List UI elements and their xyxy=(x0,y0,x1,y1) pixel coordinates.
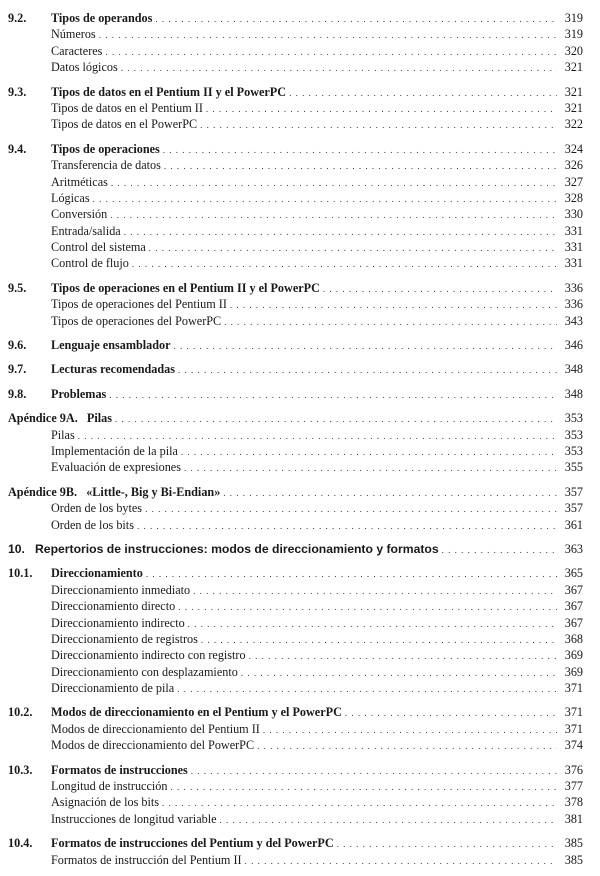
toc-section-9-6 xyxy=(8,337,583,353)
section-number: 9.4. xyxy=(8,141,27,156)
entry-title: Caracteres xyxy=(51,43,103,58)
toc-section-9-7 xyxy=(8,361,583,377)
section-number: 10.1. xyxy=(8,566,33,581)
entry-title: Implementación de la pila xyxy=(51,443,178,458)
page-number: 331 xyxy=(564,256,583,271)
section-title: Lecturas recomendadas xyxy=(51,362,176,377)
page-number: 377 xyxy=(564,779,583,794)
page-number: 363 xyxy=(564,541,583,556)
section-number: 9.3. xyxy=(8,84,27,99)
page-number: 320 xyxy=(564,43,583,58)
leader-dots xyxy=(111,175,557,191)
leader-dots xyxy=(78,428,557,444)
section-title: Tipos de operandos xyxy=(51,11,153,25)
entry-title: Tipos de datos en el Pentium II xyxy=(51,100,203,115)
appendix-title: Apéndice 9B. «Little-, Big y Bi-Endian» xyxy=(8,484,221,499)
leader-dots xyxy=(345,705,557,721)
leader-dots xyxy=(170,779,557,795)
table-of-contents xyxy=(8,10,583,876)
toc-heading[interactable] xyxy=(8,84,583,100)
leader-dots xyxy=(181,444,557,460)
chapter-title: Repertorios de instrucciones: modos de direccionamiento y formatos xyxy=(35,541,439,556)
entry-title: Tipos de operaciones del Pentium II xyxy=(51,297,227,312)
toc-section-9-4 xyxy=(8,141,583,272)
leader-dots xyxy=(193,583,557,599)
page-number: 348 xyxy=(564,362,583,377)
entry-title: Orden de los bits xyxy=(51,517,134,532)
entry-title: Asignación de los bits xyxy=(51,795,159,810)
entry-title: Modos de direccionamiento del Pentium II xyxy=(51,721,260,736)
toc-section-9-5 xyxy=(8,280,583,329)
section-number: 10.2. xyxy=(8,705,33,720)
toc-section-10-1 xyxy=(8,565,583,696)
section-number: 9.7. xyxy=(8,362,27,377)
toc-entry[interactable] xyxy=(8,239,583,255)
toc-heading[interactable] xyxy=(8,410,583,426)
page-number: 330 xyxy=(564,207,583,222)
page-number: 327 xyxy=(564,174,583,189)
toc-entry[interactable] xyxy=(8,647,583,663)
toc-entry[interactable] xyxy=(8,721,583,737)
toc-section-9-2 xyxy=(8,10,583,76)
section-number: 9.2. xyxy=(8,11,27,25)
toc-entry[interactable] xyxy=(8,852,583,868)
entry-title: Conversión xyxy=(51,207,108,222)
section-title: Tipos de operaciones en el Pentium II y el PowerPC xyxy=(51,280,320,295)
entry-title: Instrucciones de longitud variable xyxy=(51,811,217,826)
toc-entry[interactable] xyxy=(8,116,583,132)
leader-dots xyxy=(163,142,557,158)
page-number: 346 xyxy=(564,338,583,353)
leader-dots xyxy=(124,224,557,240)
toc-heading[interactable] xyxy=(8,10,583,26)
entry-title: Longitud de instrucción xyxy=(51,779,168,794)
entry-title: Números xyxy=(51,27,96,42)
section-title: Direccionamiento xyxy=(51,566,143,581)
section-number: 9.5. xyxy=(8,280,27,295)
page-number: 348 xyxy=(564,386,583,401)
leader-dots xyxy=(323,281,557,297)
page-number: 367 xyxy=(564,582,583,597)
leader-dots xyxy=(109,387,557,403)
page-number: 328 xyxy=(564,190,583,205)
toc-entry[interactable] xyxy=(8,794,583,810)
toc-entry[interactable] xyxy=(8,615,583,631)
page-number: 355 xyxy=(564,460,583,475)
page-number: 353 xyxy=(564,427,583,442)
page-number: 343 xyxy=(564,313,583,328)
section-title: Tipos de datos en el Pentium II y el PowerPC xyxy=(51,84,287,99)
section-title: Lenguaje ensamblador xyxy=(51,338,171,353)
section-title: Formatos de instrucciones xyxy=(51,762,188,777)
entry-title: Direccionamiento indirecto con registro xyxy=(51,648,246,663)
toc-appendix-9a xyxy=(8,410,583,476)
toc-heading[interactable] xyxy=(8,484,583,500)
section-number: 10.3. xyxy=(8,762,33,777)
entry-title: Pilas xyxy=(51,427,75,442)
page-number: 371 xyxy=(564,721,583,736)
toc-entry[interactable] xyxy=(8,206,583,222)
toc-appendix-9b xyxy=(8,484,583,533)
toc-entry[interactable] xyxy=(8,59,583,75)
toc-heading[interactable] xyxy=(8,337,583,353)
leader-dots xyxy=(257,738,557,754)
toc-entry[interactable] xyxy=(8,26,583,42)
page-number: 385 xyxy=(564,836,583,851)
leader-dots xyxy=(206,101,557,117)
toc-entry[interactable] xyxy=(8,737,583,753)
leader-dots xyxy=(184,460,557,476)
page-number: 381 xyxy=(564,811,583,826)
page-number: 378 xyxy=(564,795,583,810)
section-number: 9.6. xyxy=(8,338,27,353)
entry-title: Transferencia de datos xyxy=(51,158,161,173)
page-number: 336 xyxy=(564,280,583,295)
section-title: Modos de direccionamiento en el Pentium y el PowerPC xyxy=(51,705,342,720)
toc-entry[interactable] xyxy=(8,459,583,475)
page-number: 326 xyxy=(564,158,583,173)
leader-dots xyxy=(201,632,557,648)
appendix-title: Apéndice 9A. Pilas xyxy=(8,411,112,426)
leader-dots xyxy=(121,60,557,76)
toc-entry[interactable] xyxy=(8,255,583,271)
toc-entry[interactable] xyxy=(8,664,583,680)
toc-entry[interactable] xyxy=(8,680,583,696)
toc-section-10-2 xyxy=(8,704,583,753)
page-number: 336 xyxy=(564,297,583,312)
entry-title: Tipos de datos en el PowerPC xyxy=(51,117,198,132)
leader-dots xyxy=(191,763,557,779)
page-number: 361 xyxy=(564,517,583,532)
entry-title: Orden de los bytes xyxy=(51,501,143,516)
toc-entry[interactable] xyxy=(8,631,583,647)
page-number: 376 xyxy=(564,762,583,777)
page-number: 365 xyxy=(564,566,583,581)
toc-entry[interactable] xyxy=(8,174,583,190)
toc-entry[interactable] xyxy=(8,598,583,614)
leader-dots xyxy=(263,722,557,738)
toc-heading[interactable] xyxy=(8,280,583,296)
page-number: 374 xyxy=(564,738,583,753)
entry-title: Direccionamiento indirecto xyxy=(51,615,185,630)
entry-title: Lógicas xyxy=(51,190,90,205)
toc-entry[interactable] xyxy=(8,582,583,598)
leader-dots xyxy=(105,44,557,60)
page-number: 331 xyxy=(564,223,583,238)
toc-heading[interactable] xyxy=(8,704,583,720)
entry-title: Aritméticas xyxy=(51,174,108,189)
toc-heading[interactable] xyxy=(8,762,583,778)
page-number: 357 xyxy=(564,484,583,499)
page-number: 319 xyxy=(564,27,583,42)
section-title: Tipos de operaciones xyxy=(51,141,160,156)
toc-heading[interactable] xyxy=(8,565,583,581)
entry-title: Datos lógicos xyxy=(51,60,118,75)
page-number: 385 xyxy=(564,852,583,867)
leader-dots xyxy=(200,117,557,133)
entry-title: Direccionamiento inmediato xyxy=(51,582,191,597)
page-number: 371 xyxy=(564,705,583,720)
leader-dots xyxy=(337,836,557,852)
leader-dots xyxy=(164,158,557,174)
toc-section-9-3 xyxy=(8,84,583,133)
page-number: 319 xyxy=(564,11,583,25)
leader-dots xyxy=(99,27,557,43)
entry-title: Direccionamiento directo xyxy=(51,599,176,614)
leader-dots xyxy=(230,297,557,313)
page-number: 371 xyxy=(564,681,583,696)
toc-entry[interactable] xyxy=(8,443,583,459)
toc-entry[interactable] xyxy=(8,43,583,59)
toc-entry[interactable] xyxy=(8,811,583,827)
leader-dots xyxy=(223,485,557,501)
leader-dots xyxy=(241,665,557,681)
page-number: 321 xyxy=(564,84,583,99)
page-number: 324 xyxy=(564,141,583,156)
toc-section-10-4 xyxy=(8,835,583,868)
toc-entry[interactable] xyxy=(8,517,583,533)
leader-dots xyxy=(442,542,557,558)
leader-dots xyxy=(289,85,557,101)
toc-heading[interactable] xyxy=(8,361,583,377)
toc-entry[interactable] xyxy=(8,296,583,312)
page-number: 368 xyxy=(564,631,583,646)
toc-entry[interactable] xyxy=(8,427,583,443)
leader-dots xyxy=(132,256,557,272)
leader-dots xyxy=(249,648,557,664)
leader-dots xyxy=(155,11,557,27)
leader-dots xyxy=(93,191,557,207)
entry-title: Entrada/salida xyxy=(51,223,121,238)
toc-heading[interactable] xyxy=(8,835,583,851)
toc-section-10-3 xyxy=(8,762,583,828)
page-number: 369 xyxy=(564,648,583,663)
chapter-number: 10. xyxy=(8,541,25,556)
section-number: 9.8. xyxy=(8,386,27,401)
leader-dots xyxy=(115,411,557,427)
entry-title: Direccionamiento de registros xyxy=(51,631,198,646)
entry-title: Evaluación de expresiones xyxy=(51,460,181,475)
entry-title: Direccionamiento con desplazamiento xyxy=(51,664,238,679)
toc-entry[interactable] xyxy=(8,157,583,173)
page-number: 357 xyxy=(564,501,583,516)
leader-dots xyxy=(149,240,557,256)
page-number: 369 xyxy=(564,664,583,679)
entry-title: Modos de direccionamiento del PowerPC xyxy=(51,738,255,753)
toc-entry[interactable] xyxy=(8,100,583,116)
page-number: 331 xyxy=(564,240,583,255)
toc-heading[interactable] xyxy=(8,141,583,157)
entry-title: Formatos de instrucción del Pentium II xyxy=(51,852,242,867)
leader-dots xyxy=(162,795,557,811)
toc-entry[interactable] xyxy=(8,778,583,794)
leader-dots xyxy=(188,616,557,632)
page-number: 322 xyxy=(564,117,583,132)
entry-title: Control de flujo xyxy=(51,256,129,271)
leader-dots xyxy=(146,566,557,582)
entry-title: Tipos de operaciones del PowerPC xyxy=(51,313,222,328)
toc-chapter-10 xyxy=(8,541,583,557)
section-title: Problemas xyxy=(51,386,107,401)
toc-heading[interactable] xyxy=(8,386,583,402)
toc-entry[interactable] xyxy=(8,500,583,516)
leader-dots xyxy=(110,207,557,223)
leader-dots xyxy=(224,314,557,330)
toc-section-9-8 xyxy=(8,386,583,402)
leader-dots xyxy=(137,518,557,534)
page-number: 321 xyxy=(564,100,583,115)
toc-entry[interactable] xyxy=(8,223,583,239)
leader-dots xyxy=(145,501,557,517)
leader-dots xyxy=(178,362,557,378)
section-number: 10.4. xyxy=(8,836,33,851)
toc-entry[interactable] xyxy=(8,313,583,329)
page-number: 353 xyxy=(564,411,583,426)
leader-dots xyxy=(245,853,557,869)
page-number: 353 xyxy=(564,443,583,458)
page-number: 321 xyxy=(564,60,583,75)
chapter-heading[interactable] xyxy=(8,541,583,557)
page-number: 367 xyxy=(564,615,583,630)
section-title: Formatos de instrucciones del Pentium y del PowerPC xyxy=(51,836,334,851)
leader-dots xyxy=(177,681,557,697)
leader-dots xyxy=(174,338,557,354)
leader-dots xyxy=(178,599,557,615)
page-number: 367 xyxy=(564,599,583,614)
entry-title: Direccionamiento de pila xyxy=(51,681,175,696)
toc-entry[interactable] xyxy=(8,190,583,206)
entry-title: Control del sistema xyxy=(51,240,146,255)
leader-dots xyxy=(220,812,558,828)
